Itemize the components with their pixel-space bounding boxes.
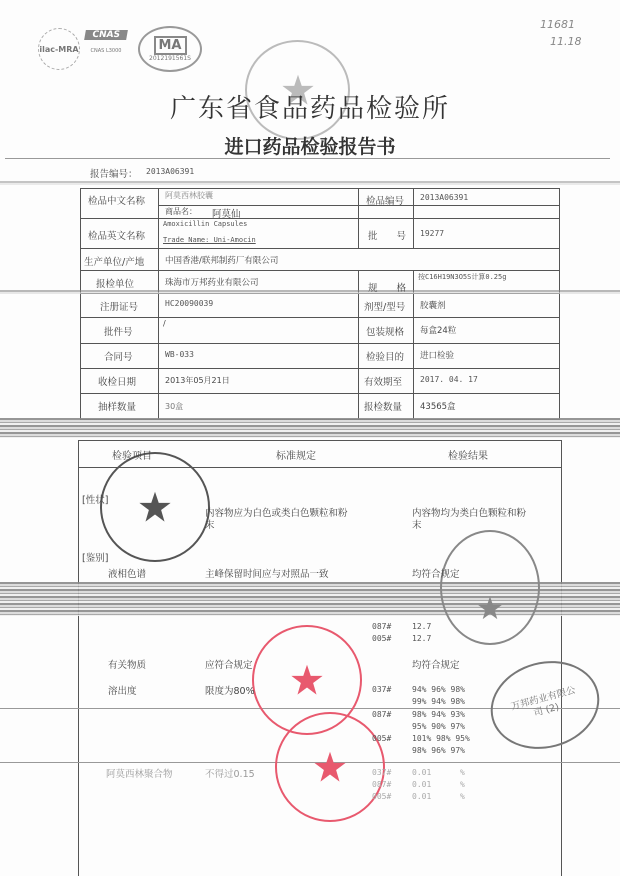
purpose-label: 检验目的 — [366, 352, 405, 363]
page-subtitle: 进口药品检验报告书 — [224, 136, 396, 158]
batch-id: 005# — [372, 734, 392, 743]
form-value: 胶囊剂 — [420, 301, 446, 311]
ilac-text: ilac-MRA — [39, 44, 79, 54]
dissolution-values: 94% 96% 98% — [412, 685, 465, 694]
cma-text: MA — [154, 36, 187, 55]
star-icon — [313, 750, 347, 784]
spec-value: 按C16H19N3O5S计算0.25g — [418, 273, 507, 281]
cn-name-label: 检品中文名称 — [88, 196, 146, 207]
sample-qty-label: 抽样数量 — [98, 402, 137, 413]
pack-value: 每盒24粒 — [420, 326, 457, 336]
polymer-value: 0.01 — [412, 780, 432, 789]
report-qty: 43565盒 — [420, 402, 456, 412]
hplc-item: 液相色谱 — [108, 569, 147, 580]
batch-id: 087# — [372, 780, 392, 789]
batch-label: 批 号 — [368, 231, 407, 242]
batch-id: 005# — [372, 634, 392, 643]
batch-id: 005# — [372, 792, 392, 801]
recv-value: 2013年05月21日 — [165, 376, 230, 385]
contract-value: WB-033 — [165, 350, 194, 359]
polymer-unit: % — [460, 792, 465, 801]
sample-qty: 30盒 — [165, 402, 184, 411]
dissolution-standard: 限度为80% — [205, 686, 255, 697]
scan-noise-band — [0, 290, 620, 294]
handwriting-line2: 11.18 — [550, 35, 582, 48]
batch-value: 19277 — [420, 229, 445, 238]
page-title: 广东省食品药品检验所 — [169, 94, 450, 124]
en-trade-name: Trade Name: Uni-Amocin — [163, 236, 256, 244]
report-no-label: 报告编号： — [90, 169, 138, 180]
results-header-result: 检验结果 — [448, 451, 488, 462]
maker-value: 中国香港/联邦制药厂有限公司 — [165, 256, 279, 266]
row-divider — [80, 393, 560, 394]
polymer-unit: % — [460, 768, 465, 777]
handwritten-note — [540, 16, 582, 50]
sample-no-label: 检品编号 — [366, 196, 405, 207]
expiry-label: 有效期至 — [364, 377, 403, 388]
section-properties: [性状] — [82, 495, 109, 506]
row-divider — [80, 317, 560, 318]
polymer-value: 0.01 — [412, 792, 432, 801]
contract-label: 合同号 — [104, 352, 133, 363]
report-qty-label: 报检数量 — [364, 402, 403, 413]
batch-id: 087# — [372, 622, 392, 631]
dissolution-values: 98% 96% 97% — [412, 746, 465, 755]
related-item: 有关物质 — [108, 660, 147, 671]
approval-value: / — [163, 319, 166, 328]
dissolution-values: 99% 94% 98% — [412, 697, 465, 706]
batch-value: 12.7 — [412, 622, 432, 631]
maker-label: 生产单位/产地 — [84, 257, 145, 268]
col-divider — [158, 188, 159, 420]
star-icon — [477, 595, 503, 621]
cn-name: 阿莫西林胶囊 — [165, 191, 213, 200]
results-header-item: 检验项目 — [112, 451, 152, 462]
polymer-standard: 不得过0.15 — [205, 769, 255, 780]
batch-value: 12.7 — [412, 634, 432, 643]
polymer-item: 阿莫西林聚合物 — [106, 769, 173, 780]
properties-result: 内容物均为类白色颗粒和粉末 — [412, 508, 527, 531]
dissolution-values: 101% 98% 95% — [412, 734, 470, 743]
related-result: 均符合规定 — [412, 660, 460, 671]
hplc-result: 均符合规定 — [412, 569, 460, 580]
inspection-stamp-gray — [440, 530, 540, 645]
polymer-value: 0.01 — [412, 768, 432, 777]
sample-no: 2013A06391 — [420, 193, 469, 202]
cnas-logo — [85, 30, 127, 54]
trade-name: 阿莫仙 — [212, 209, 241, 220]
batch-id: 037# — [372, 685, 392, 694]
batch-id: 037# — [372, 768, 392, 777]
star-icon — [138, 490, 172, 524]
scan-noise-band — [0, 181, 620, 185]
section-identification: [鉴别] — [82, 553, 109, 564]
polymer-unit: % — [460, 780, 465, 789]
en-name-label: 检品英文名称 — [88, 231, 146, 242]
trade-name-label: 商品名： — [165, 207, 197, 216]
recv-label: 收检日期 — [98, 377, 137, 388]
info-table — [80, 188, 560, 420]
applicant-label: 报检单位 — [96, 279, 135, 290]
approval-label: 批件号 — [104, 327, 133, 338]
star-icon — [290, 663, 324, 697]
cma-logo — [138, 26, 202, 72]
row-divider — [80, 248, 560, 249]
pack-label: 包装规格 — [366, 327, 405, 338]
expiry-value: 2017. 04. 17 — [420, 375, 478, 384]
handwriting-line1: 11681 — [540, 18, 575, 31]
dissolution-values: 95% 90% 97% — [412, 722, 465, 731]
row-divider — [80, 343, 560, 344]
spec-label: 规 格 — [368, 283, 407, 294]
related-standard: 应符合规定 — [205, 660, 253, 671]
reg-value: HC20090039 — [165, 299, 214, 308]
cnas-text: CNAS — [84, 30, 128, 40]
en-name: Amoxicillin Capsules — [163, 220, 248, 228]
batch-id: 087# — [372, 710, 392, 719]
cma-number: 2012191561S — [149, 55, 191, 62]
form-label: 剂型/型号 — [364, 302, 406, 313]
properties-standard: 内容物应为白色或类白色颗粒和粉末 — [205, 508, 348, 531]
row-divider — [80, 218, 560, 219]
purpose-value: 进口检验 — [420, 351, 455, 361]
dissolution-item: 溶出度 — [108, 686, 137, 697]
hplc-standard: 主峰保留时间应与对照品一致 — [205, 569, 329, 580]
cnas-sub: CNAS L3000 — [90, 48, 122, 54]
row-divider — [80, 368, 560, 369]
company-stamp — [100, 452, 210, 562]
report-no-value: 2013A06391 — [146, 167, 195, 176]
applicant-value: 珠海市万邦药业有限公司 — [165, 278, 259, 288]
results-header-standard: 标准规定 — [276, 451, 316, 462]
stamp-text: 万邦药业有限公司 (2) — [509, 684, 577, 719]
scan-noise-band — [0, 418, 620, 438]
reg-label: 注册证号 — [100, 302, 139, 313]
ilac-mra-logo — [38, 28, 80, 70]
row-divider — [80, 270, 560, 271]
dissolution-values: 98% 94% 93% — [412, 710, 465, 719]
quality-stamp-lower — [275, 712, 385, 822]
